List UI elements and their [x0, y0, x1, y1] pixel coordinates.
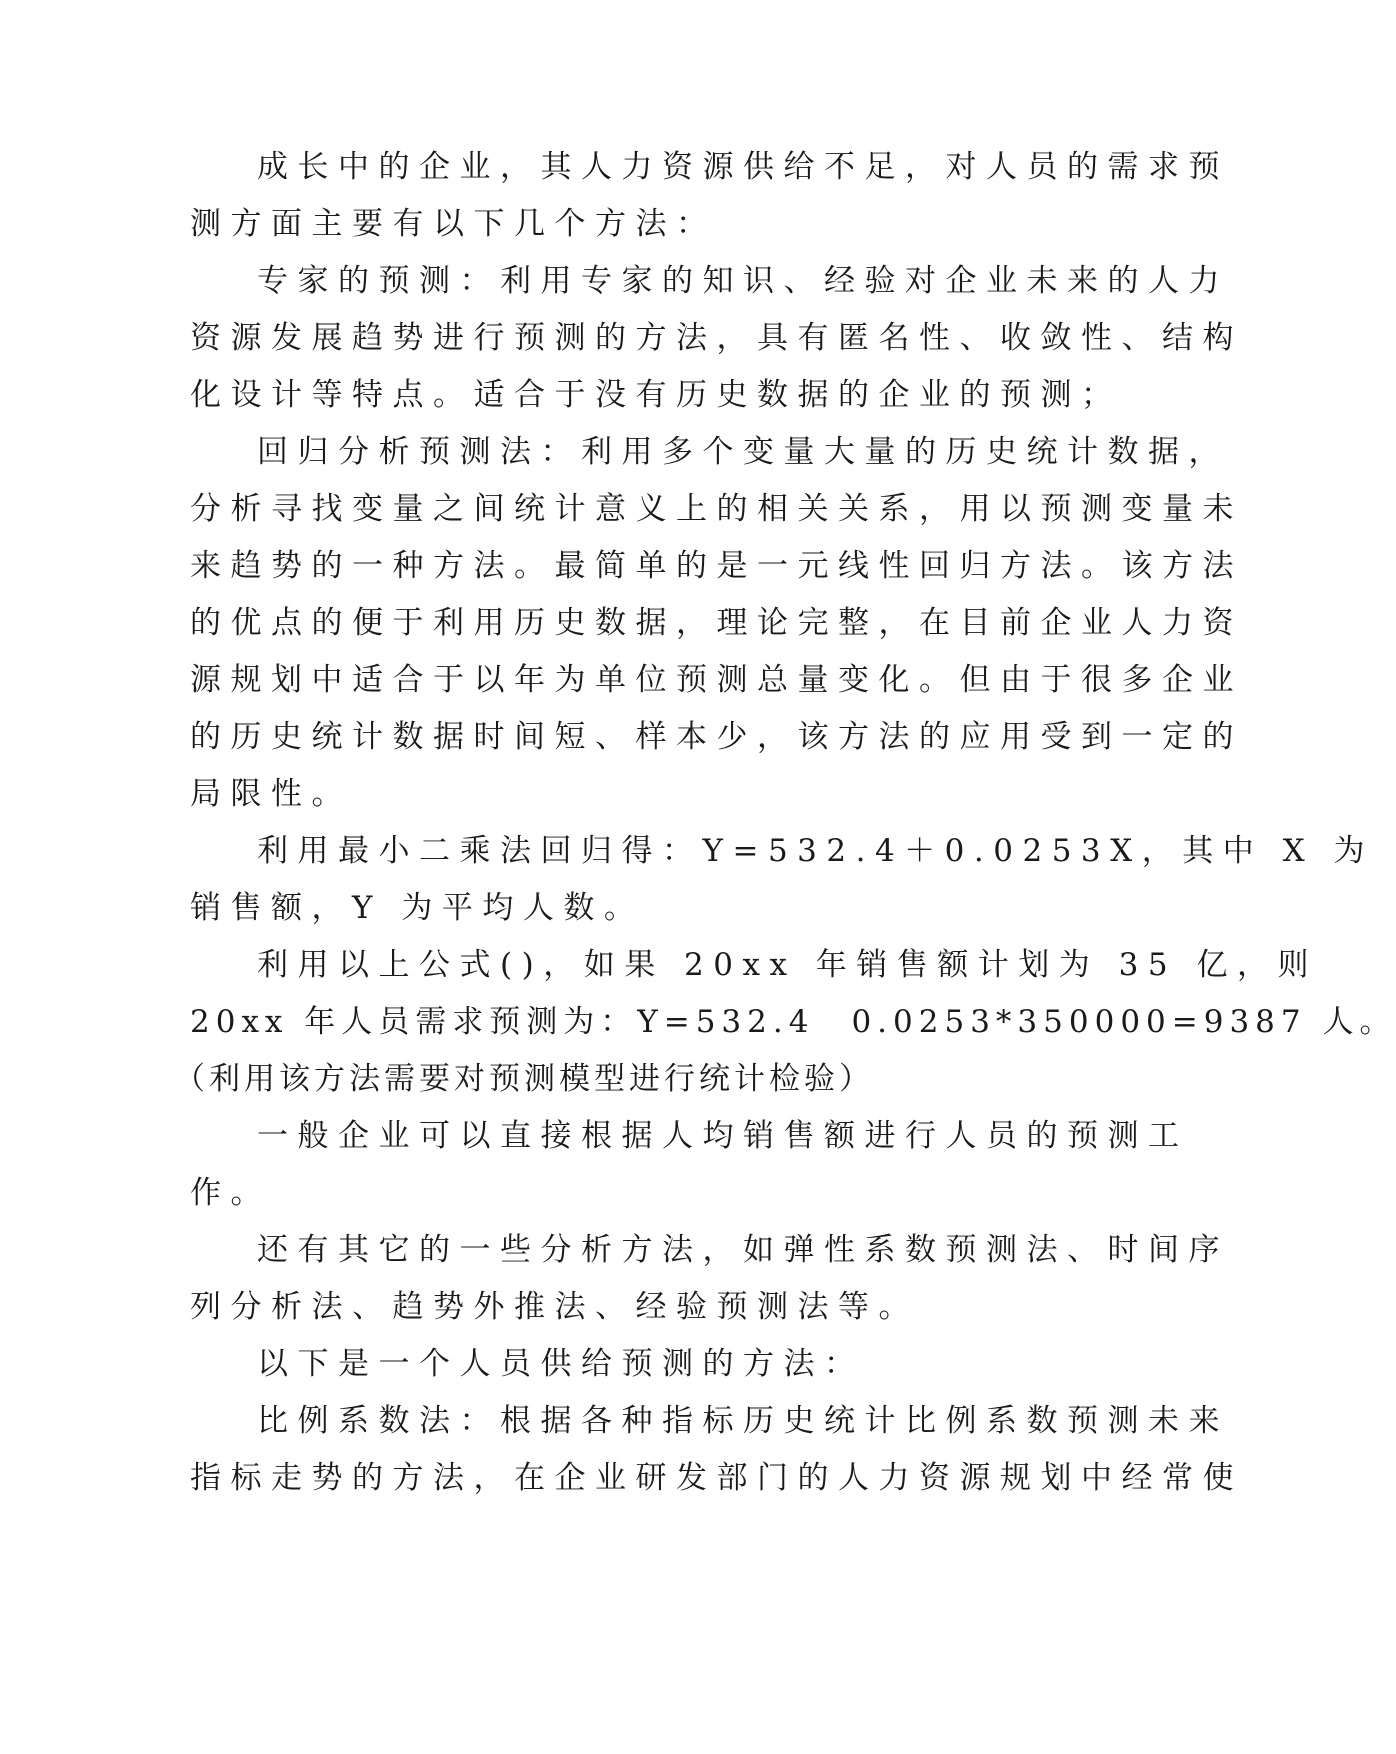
text-line: 比例系数法：根据各种指标历史统计比例系数预测未来 — [257, 1403, 1229, 1439]
text-line: 还有其它的一些分析方法，如弹性系数预测法、时间序 — [257, 1232, 1229, 1268]
text-line: 作。 — [190, 1175, 271, 1211]
text-line: 局限性。 — [190, 776, 352, 812]
text-line: 指标走势的方法，在企业研发部门的人力资源规划中经常使 — [190, 1460, 1243, 1496]
text-line: 的历史统计数据时间短、样本少，该方法的应用受到一定的 — [190, 719, 1243, 755]
text-line: 源规划中适合于以年为单位预测总量变化。但由于很多企业 — [190, 662, 1243, 698]
text-line: 分析寻找变量之间统计意义上的相关关系，用以预测变量未 — [190, 491, 1243, 527]
text-line: 一般企业可以直接根据人均销售额进行人员的预测工 — [257, 1118, 1189, 1154]
text-line: 资源发展趋势进行预测的方法，具有匿名性、收敛性、结构 — [190, 320, 1243, 356]
text-line: 回归分析预测法：利用多个变量大量的历史统计数据， — [257, 434, 1229, 470]
text-line: 来趋势的一种方法。最简单的是一元线性回归方法。该方法 — [190, 548, 1243, 584]
text-line: 利用最小二乘法回归得：Y=532.4＋0.0253X，其中 X 为 — [257, 833, 1375, 869]
text-line: 测方面主要有以下几个方法： — [190, 206, 717, 242]
text-line: 列分析法、趋势外推法、经验预测法等。 — [190, 1289, 919, 1325]
text-line: 化设计等特点。适合于没有历史数据的企业的预测； — [190, 377, 1122, 413]
text-line: 利用以上公式()，如果 20xx 年销售额计划为 35 亿，则 — [257, 947, 1318, 983]
text-line: （利用该方法需要对预测模型进行统计检验） — [174, 1061, 874, 1097]
text-line: 销售额，Y 为平均人数。 — [190, 890, 645, 926]
text-line: 以下是一个人员供给预测的方法： — [257, 1346, 865, 1382]
text-line: 专家的预测：利用专家的知识、经验对企业未来的人力 — [257, 263, 1229, 299]
text-line: 的优点的便于利用历史数据，理论完整，在目前企业人力资 — [190, 605, 1243, 641]
text-line: 成长中的企业，其人力资源供给不足，对人员的需求预 — [257, 149, 1229, 185]
text-line: 20xx 年人员需求预测为：Y=532.4 0.0253*350000=9387 人。 — [190, 1004, 1396, 1040]
